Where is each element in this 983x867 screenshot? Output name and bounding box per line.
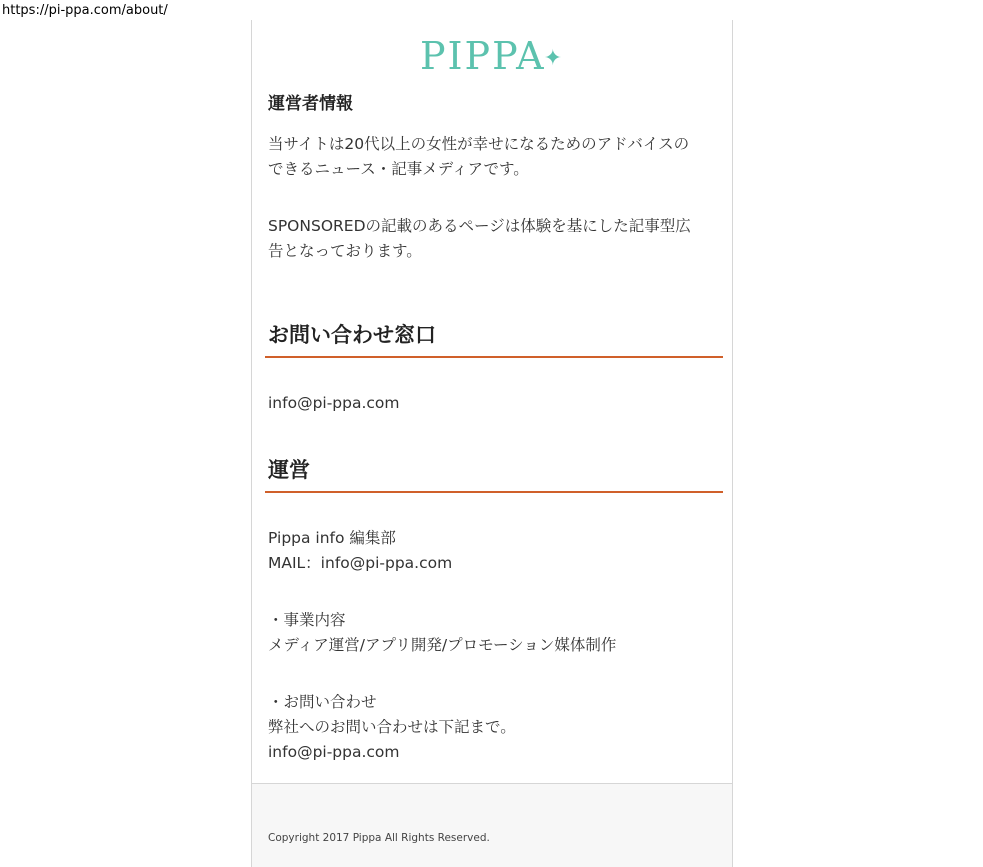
inquiry-email[interactable]: info@pi-ppa.com <box>268 743 400 761</box>
copyright-text: Copyright 2017 Pippa All Rights Reserved. <box>268 832 490 844</box>
operator-info-line: 当サイトは20代以上の女性が幸せになるためのアドバイスの <box>268 135 690 153</box>
operator-info-line: SPONSOREDの記載のあるページは体験を基にした記事型広 <box>268 217 691 235</box>
operation-info <box>268 526 713 576</box>
operation-dept: Pippa info 編集部 <box>268 529 396 547</box>
logo-text: PIPPA <box>419 34 546 78</box>
business-content <box>268 608 713 658</box>
operation-mail[interactable]: MAIL：info@pi-ppa.com <box>268 554 453 572</box>
page-footer <box>252 783 732 867</box>
page-column <box>251 20 733 867</box>
contact-heading: お問い合わせ窓口 <box>265 320 723 358</box>
site-logo[interactable] <box>252 34 732 81</box>
business-label: ・事業内容 <box>268 611 346 629</box>
contact-email[interactable]: info@pi-ppa.com <box>268 394 400 412</box>
inquiry-label: ・お問い合わせ <box>268 693 377 711</box>
sparkle-icon: ✦ <box>543 46 565 71</box>
operator-info-line: 告となっております。 <box>268 242 422 260</box>
address-bar-url[interactable]: https://pi-ppa.com/about/ <box>2 3 168 18</box>
business-value: メディア運営/アプリ開発/プロモーション媒体制作 <box>268 636 617 654</box>
inquiry-block <box>268 690 713 765</box>
operator-info-text-1 <box>268 132 713 182</box>
inquiry-text: 弊社へのお問い合わせは下記まで。 <box>268 718 516 736</box>
operation-heading: 運営 <box>265 455 723 493</box>
operator-info-text-2 <box>268 214 713 264</box>
operator-info-title: 運営者情報 <box>268 94 353 114</box>
operator-info-line: できるニュース・記事メディアです。 <box>268 160 529 178</box>
